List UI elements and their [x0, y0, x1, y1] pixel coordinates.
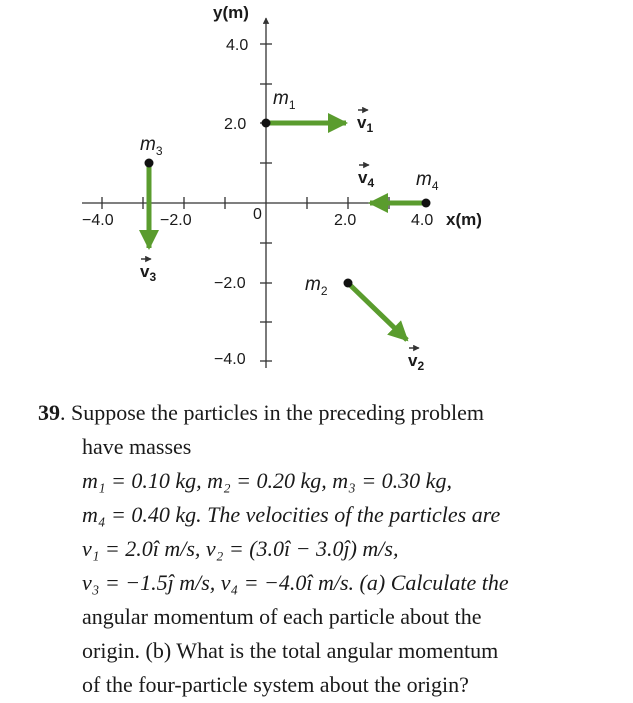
- particle-m2-label: $m_2$: [305, 274, 328, 298]
- svg-text:v2: $v_2$: [408, 351, 425, 373]
- y-tick-label: 4.0: [226, 37, 249, 54]
- particle-m4-label: $m_4$: [416, 169, 439, 193]
- y-tick-label: −4.0: [214, 351, 246, 368]
- svg-text:v4: $v_4$: [358, 168, 375, 190]
- y-axis-label: y(m): [213, 3, 249, 22]
- velocity-label-v3: [140, 259, 156, 284]
- problem-line: have masses: [82, 434, 192, 459]
- svg-text:v1: $v_1$: [357, 113, 374, 135]
- particle-m3-label: $m_3$: [140, 134, 163, 158]
- velocity-label-v1: [357, 110, 373, 135]
- problem-velocities-line: v₃ = −1.5ĵ m/s, v₄ = −4.0î m/s. (a) Calculate the: [82, 570, 509, 595]
- x-axis-label: x(m): [446, 210, 482, 229]
- problem-masses-line: m₁ = 0.10 kg, m₂ = 0.20 kg, m₃ = 0.30 kg,: [82, 468, 452, 493]
- y-tick-label: −2.0: [214, 275, 246, 292]
- particle-m1-label: $m_1$: [273, 88, 296, 112]
- problem-line: angular momentum of each particle about the: [82, 604, 482, 629]
- particle-m3-dot: [145, 159, 154, 168]
- particle-m4-dot: [422, 199, 431, 208]
- problem-text: [0, 392, 633, 700]
- x-tick-label: 2.0: [334, 212, 357, 229]
- x-tick-label: −4.0: [82, 212, 114, 229]
- problem-masses-line: m₄ = 0.40 kg. The velocities of the particles are: [82, 502, 501, 527]
- svg-text:v3: $v_3$: [140, 262, 157, 284]
- y-tick-label: 2.0: [224, 116, 247, 133]
- x-tick-label: 0: [253, 206, 262, 223]
- problem-velocities-line: v₁ = 2.0î m/s, v₂ = (3.0î − 3.0ĵ) m/s,: [82, 536, 399, 561]
- velocity-arrow-v2: [348, 283, 407, 340]
- problem-line: 39. Suppose the particles in the preceding problem: [38, 400, 484, 425]
- velocity-label-v4: [358, 165, 374, 190]
- problem-line: of the four-particle system about the origin?: [82, 672, 469, 697]
- particle-m2-dot: [344, 279, 353, 288]
- particle-m1-dot: [262, 119, 271, 128]
- velocity-label-v2: [408, 348, 424, 373]
- problem-number: 39: [38, 400, 60, 425]
- problem-line: origin. (b) What is the total angular momentum: [82, 638, 499, 663]
- x-tick-label: −2.0: [160, 212, 192, 229]
- x-tick-label: 4.0: [411, 212, 434, 229]
